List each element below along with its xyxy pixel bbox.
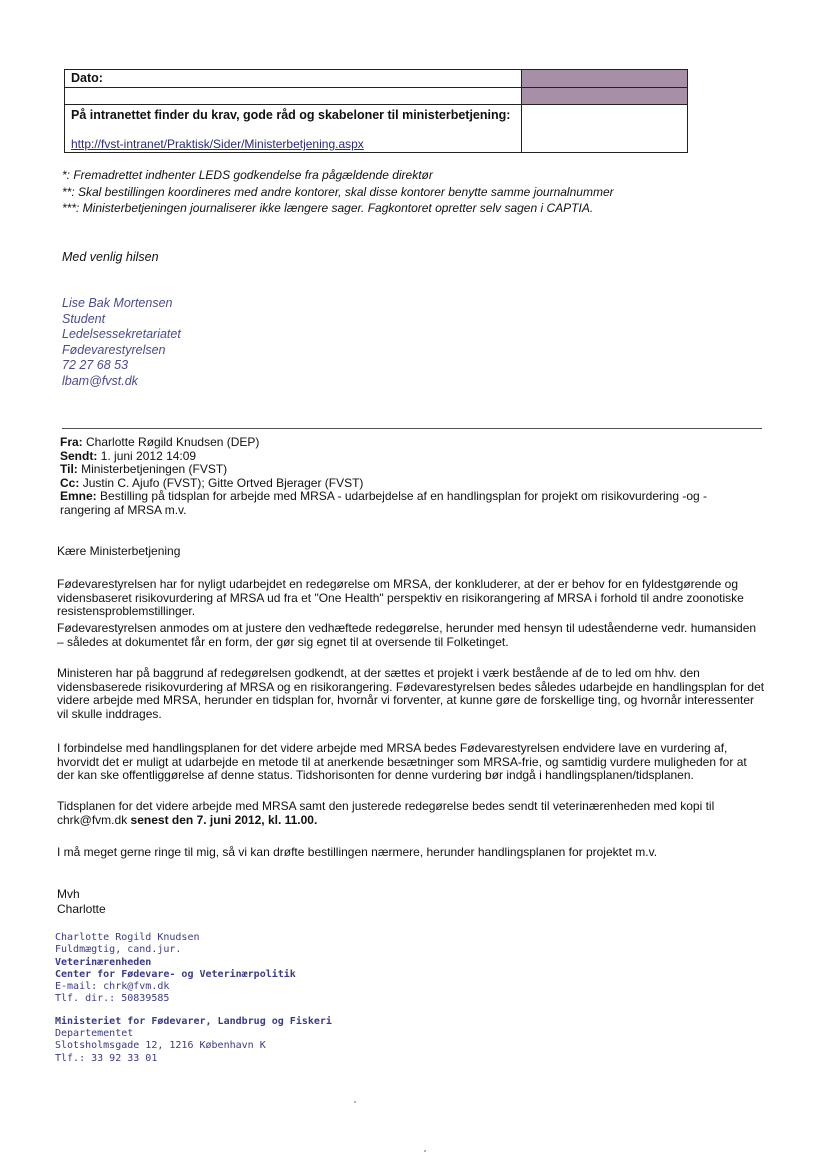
salutation: Kære Ministerbetjening xyxy=(57,544,181,558)
sig2-ministry: Ministeriet for Fødevarer, Landbrug og Fiskeri xyxy=(55,1015,332,1027)
sig2-phone: Tlf. dir.: 50839585 xyxy=(55,993,170,1005)
sig2-phone2: Tlf.: 33 92 33 01 xyxy=(55,1052,158,1064)
from-label: Fra: xyxy=(60,435,83,449)
email-header xyxy=(60,436,760,518)
subject-label: Emne: xyxy=(60,489,97,504)
date-label: Dato: xyxy=(71,71,103,85)
subject-value: Bestilling på tidsplan for arbejde med MRSA - udarbejdelse af en handlingsplan for projekt om risikovurdering -og - rangering af MRSA m.v. xyxy=(60,489,708,517)
signature2-block xyxy=(55,932,332,1065)
sig2-unit: Veterinærenheden xyxy=(55,956,152,968)
sent-label: Sendt: xyxy=(60,448,98,463)
signature-org: Fødevarestyrelsen xyxy=(62,342,166,357)
to-value: Ministerbetjeningen (FVST) xyxy=(81,462,228,477)
sig2-email[interactable]: E-mail: chrk@fvm.dk xyxy=(55,981,170,993)
sig2-title: Fuldmægtig, cand.jur. xyxy=(55,944,182,956)
cc-value: Justin C. Ajufo (FVST); Gitte Ortved Bjerager (FVST) xyxy=(82,475,364,490)
signature-email[interactable]: lbam@fvst.dk xyxy=(62,373,138,388)
date-value-cell xyxy=(522,70,687,87)
closing: Mvh xyxy=(57,887,80,901)
scan-speck xyxy=(424,1150,426,1152)
paragraph-4-text: Tidsplanen for det videre arbejde med MRSA samt den justerede redegørelse bedes sendt til veterinærenheden med kopi til xyxy=(57,799,715,813)
sig2-address: Slotsholmsgade 12, 1216 København K xyxy=(55,1040,266,1052)
greeting: Med venlig hilsen xyxy=(62,250,159,264)
sig2-dept: Departementet xyxy=(55,1028,134,1040)
highlight-cell xyxy=(522,88,687,104)
paragraph-1b: Fødevarestyrelsen anmodes om at justere den vedhæftede redegørelse, herunder med hensyn til udeståenderne vedr. humansiden – således at dokumentet får en form, der gør sig egnet til at oversende til Folketinget. xyxy=(57,621,757,649)
deadline-text: senest den 7. juni 2012, kl. 11.00. xyxy=(130,812,318,827)
signature-department: Ledelsessekretariatet xyxy=(62,327,181,342)
signature-phone: 72 27 68 53 xyxy=(62,358,129,373)
scan-speck xyxy=(354,1101,356,1103)
paragraph-3: I forbindelse med handlingsplanen for det videre arbejde med MRSA bedes Fødevarestyrelsen endvidere lave en vurdering af, hvorvidt det er muligt at udarbejde en metode til at anerkende besætninger som MRSA-frie, og samtidig vurdere muligheden for at der kan ske offentliggørelse af denne status. Tidshorisonten for denne vurdering bør indgå i handlingsplanen/tidsplanen. xyxy=(57,741,747,783)
sig2-name: Charlotte Rogild Knudsen xyxy=(55,932,200,943)
from-value: Charlotte Røgild Knudsen (DEP) xyxy=(86,435,260,449)
request-info-table xyxy=(64,69,688,153)
cc-label: Cc: xyxy=(60,475,80,490)
to-label: Til: xyxy=(60,462,78,477)
footnote-3: ***: Ministerbetjeningen journaliserer ikke længere sager. Fagkontoret opretter selv sagen i CAPTIA. xyxy=(62,201,594,215)
divider xyxy=(62,428,762,429)
closing-name: Charlotte xyxy=(57,902,106,916)
intranet-link[interactable]: http://fvst-intranet/Praktisk/Sider/Ministerbetjening.aspx xyxy=(71,137,364,151)
signature-name: Lise Bak Mortensen xyxy=(62,296,173,310)
paragraph-2: Ministeren har på baggrund af redegørelsen godkendt, at der sættes et projekt i værk bestående af de to led om hhv. den vidensbaserede risikovurdering af MRSA og en risikorangering. Fødevarestyrelsen bedes således udarbejde en handlingsplan for det videre arbejde med MRSA, herunder en tidsplan for, hvornår vi forventer, at kunne gøre de forskellige ting, og hvornår interessenter vil skulle inddrages. xyxy=(57,666,765,721)
paragraph-4 xyxy=(57,800,765,827)
deadline-email[interactable]: chrk@fvm.dk xyxy=(57,812,128,827)
sent-value: 1. juni 2012 14:09 xyxy=(100,448,197,463)
signature-block xyxy=(62,296,181,390)
intranet-text: På intranettet finder du krav, gode råd og skabeloner til ministerbetjening: xyxy=(71,108,511,122)
signature-role: Student xyxy=(62,311,106,326)
paragraph-5: I må meget gerne ringe til mig, så vi kan drøfte bestillingen nærmere, herunder handlingsplanen for projektet m.v. xyxy=(57,845,658,859)
footnote-2: **: Skal bestillingen koordineres med andre kontorer, skal disse kontorer benytte samme journalnummer xyxy=(62,185,614,199)
paragraph-1: Fødevarestyrelsen har for nyligt udarbejdet en redegørelse om MRSA, der konkluderer, at der er behov for en fyldestgørende og vidensbaseret risikovurdering af MRSA ud fra et "One Health" perspektiv en risikorangering af MRSA i forhold til andre zoonotiske resistensproblemstillinger. xyxy=(57,577,744,619)
sig2-center: Center for Fødevare- og Veterinærpolitik xyxy=(55,968,296,980)
footnote-1: *: Fremadrettet indhenter LEDS godkendelse fra pågældende direktør xyxy=(62,168,433,182)
